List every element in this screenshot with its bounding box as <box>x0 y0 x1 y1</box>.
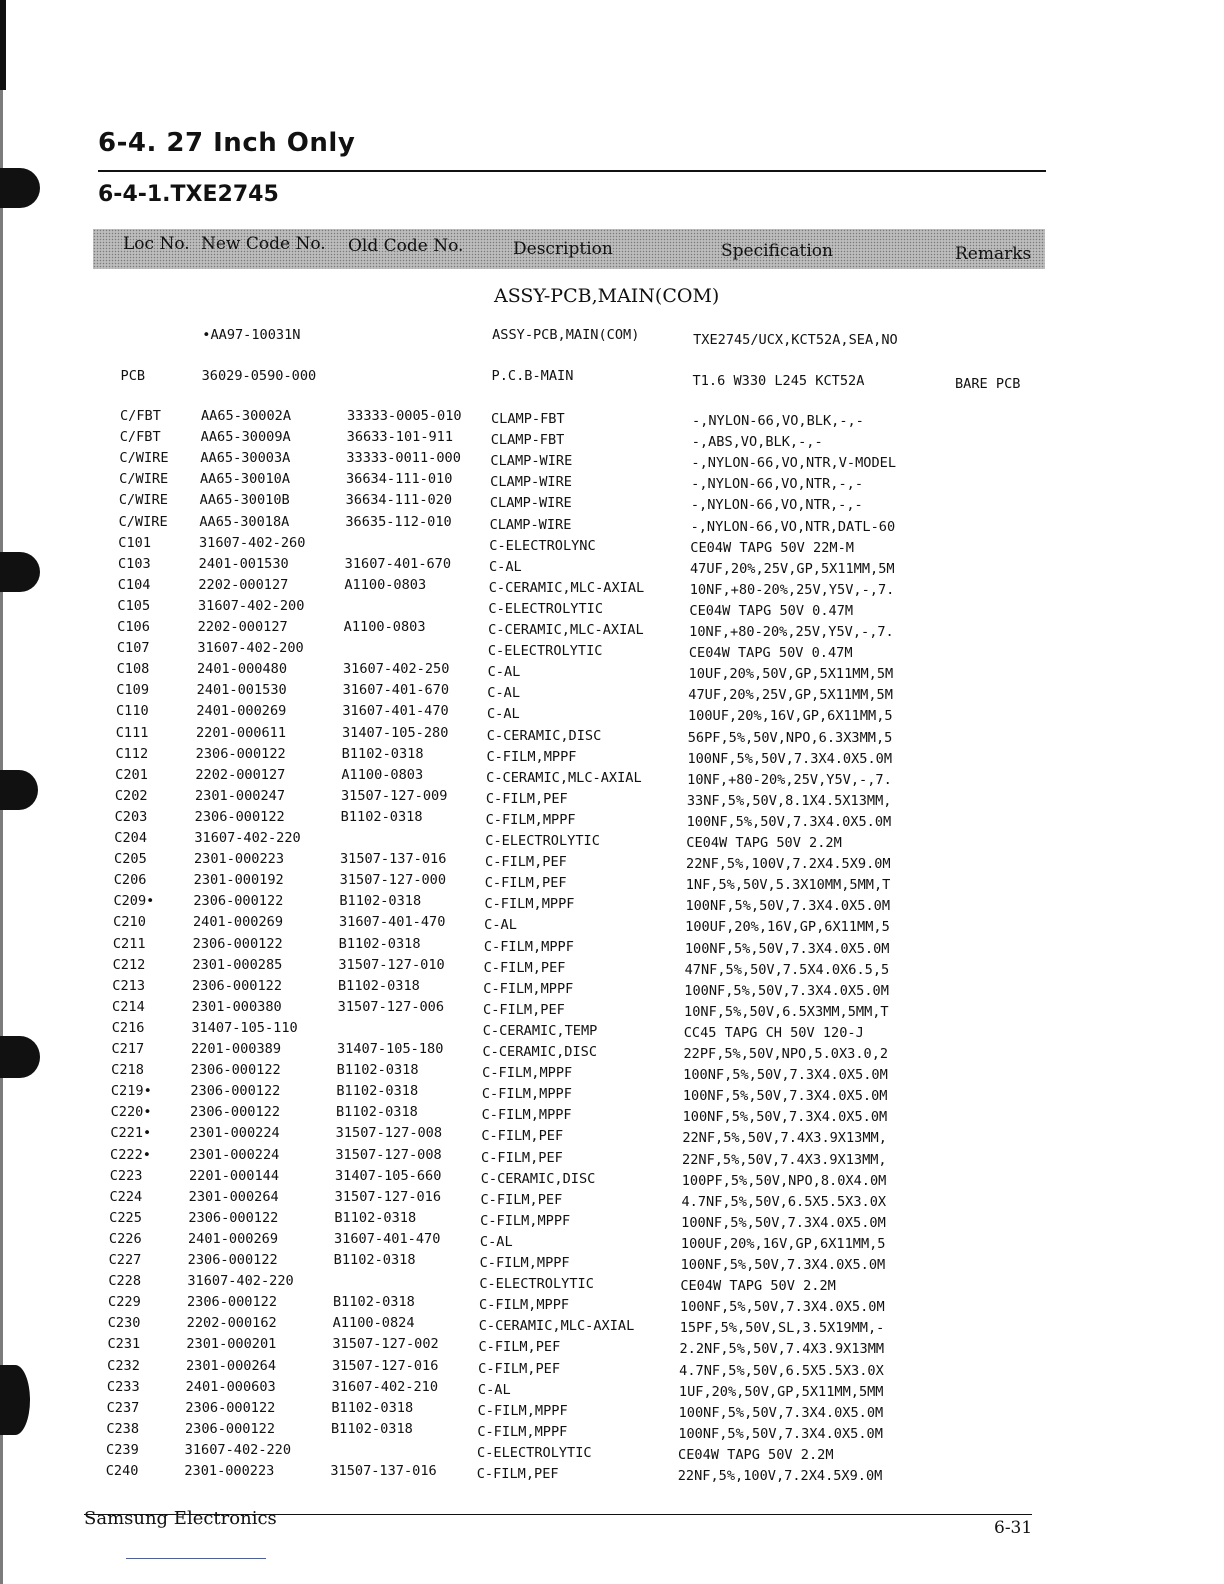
old-code-cell: 31507-137-016 <box>339 851 447 868</box>
specification-cell: CE04W TAPG 50V 2.2M <box>678 1446 834 1463</box>
binding-mark <box>0 168 40 208</box>
description-cell: C-ELECTROLYTIC <box>488 600 603 617</box>
description-cell: C-FILM,PEF <box>483 1001 565 1018</box>
loc-cell: C222• <box>110 1146 151 1163</box>
new-code-cell: AA65-30010A <box>199 471 291 488</box>
new-code-cell: 2301-000223 <box>184 1463 275 1479</box>
old-code-cell: 31607-402-250 <box>342 661 450 678</box>
new-code-cell: AA65-30018A <box>199 513 290 530</box>
specification-cell: -,NYLON-66,VO,NTR,-,- <box>690 497 863 514</box>
new-code-cell: AA65-30003A <box>200 450 291 467</box>
old-code-cell: 31607-401-670 <box>342 682 450 699</box>
loc-cell: C216 <box>111 1019 145 1036</box>
specification-cell: T1.6 W330 L245 KCT52A <box>692 373 865 389</box>
specification-cell: 22NF,5%,50V,7.4X3.9X13MM, <box>682 1130 887 1147</box>
loc-cell: C105 <box>117 597 151 614</box>
specification-cell: CE04W TAPG 50V 0.47M <box>688 645 853 662</box>
description-cell: C-AL <box>477 1381 511 1398</box>
new-code-cell: 2201-000389 <box>190 1041 282 1057</box>
new-code-cell: 2401-000269 <box>196 703 287 720</box>
description-cell: C-CERAMIC,DISC <box>486 727 602 744</box>
new-code-cell: 2401-000480 <box>196 661 288 678</box>
old-code-cell: 31607-401-470 <box>333 1230 441 1247</box>
loc-cell: C227 <box>108 1252 142 1268</box>
new-code-cell: 2201-000144 <box>188 1167 280 1184</box>
loc-cell: C/WIRE <box>119 471 169 488</box>
new-code-cell: 2301-000285 <box>192 956 283 973</box>
new-code-cell: 2306-000122 <box>188 1209 279 1226</box>
old-code-cell: B1102-0318 <box>334 1209 417 1226</box>
loc-cell: C223 <box>109 1167 143 1184</box>
binding-mark <box>0 552 40 592</box>
specification-cell: 100NF,5%,50V,7.3X4.0X5.0M <box>684 982 889 999</box>
specification-cell: 1NF,5%,50V,5.3X10MM,5MM,T <box>685 877 891 894</box>
new-code-cell: 2306-000122 <box>192 935 283 952</box>
old-code-cell: 31507-127-006 <box>337 998 445 1015</box>
column-header-description: Description <box>513 239 613 259</box>
old-code-cell: 31507-127-016 <box>331 1357 439 1374</box>
specification-cell: 100NF,5%,50V,7.3X4.0X5.0M <box>678 1404 884 1421</box>
old-code-cell: B1102-0318 <box>341 745 424 762</box>
specification-cell: TXE2745/UCX,KCT52A,SEA,NO <box>693 332 898 348</box>
description-cell: C-AL <box>487 664 521 681</box>
loc-cell: C231 <box>107 1336 141 1353</box>
old-code-cell: 31507-127-009 <box>340 787 448 804</box>
loc-cell: C221• <box>110 1125 152 1142</box>
description-cell: CLAMP-WIRE <box>489 495 572 512</box>
specification-cell: CE04W TAPG 50V 2.2M <box>686 835 842 851</box>
specification-cell: -,NYLON-66,VO,NTR,V-MODEL <box>691 455 897 472</box>
description-cell: C-FILM,MPPF <box>481 1107 572 1124</box>
old-code-cell: 31607-401-470 <box>338 914 446 931</box>
specification-cell: 10NF,+80-20%,25V,Y5V,-,7. <box>689 624 894 640</box>
specification-cell: 100UF,20%,16V,GP,6X11MM,5 <box>688 708 893 725</box>
new-code-cell: 31607-402-260 <box>198 534 306 551</box>
specification-cell: 100UF,20%,16V,GP,6X11MM,5 <box>680 1235 886 1252</box>
old-code-cell: 31507-127-008 <box>335 1146 442 1163</box>
new-code-cell: 2301-000264 <box>188 1188 279 1205</box>
description-cell: C-FILM,MPPF <box>486 748 577 765</box>
description-cell: C-FILM,MPPF <box>483 980 574 997</box>
column-header-loc: Loc No. <box>123 234 190 254</box>
loc-cell: C/WIRE <box>118 513 168 530</box>
description-cell: C-FILM,PEF <box>485 854 567 871</box>
new-code-cell: 2301-000201 <box>186 1336 277 1353</box>
remarks-cell: BARE PCB <box>955 376 1021 392</box>
specification-cell: 47UF,20%,25V,GP,5X11MM,5M <box>688 687 893 704</box>
specification-cell: -,NYLON-66,VO,NTR,-,- <box>691 476 864 493</box>
loc-cell: C212 <box>112 956 146 973</box>
loc-cell: C110 <box>116 703 149 720</box>
page-title: 6-4. 27 Inch Only <box>98 128 356 158</box>
old-code-cell: B1102-0318 <box>337 977 420 994</box>
new-code-cell: 2401-000269 <box>192 914 284 931</box>
new-code-cell: 2301-000224 <box>189 1125 280 1142</box>
specification-cell: 56PF,5%,50V,NPO,6.3X3MM,5 <box>687 729 893 746</box>
loc-cell: C/FBT <box>119 429 161 446</box>
old-code-cell: B1102-0318 <box>333 1252 416 1268</box>
loc-cell: C206 <box>113 872 147 889</box>
specification-cell: 22NF,5%,100V,7.2X4.5X9.0M <box>677 1468 883 1484</box>
description-cell: C-ELECTROLYNC <box>489 537 596 554</box>
description-cell: C-ELECTROLYTIC <box>487 643 603 660</box>
new-code-cell: 31607-402-200 <box>197 640 304 657</box>
loc-cell: C109 <box>116 682 150 699</box>
new-code-cell: 2401-001530 <box>196 682 287 699</box>
old-code-cell: B1102-0318 <box>332 1294 415 1311</box>
specification-cell: 22PF,5%,50V,NPO,5.0X3.0,2 <box>683 1046 889 1062</box>
old-code-cell: 31507-137-016 <box>330 1463 437 1479</box>
new-code-cell: 31407-105-110 <box>191 1019 298 1036</box>
new-code-cell: 2306-000122 <box>191 977 283 994</box>
loc-cell: C/WIRE <box>119 450 169 467</box>
loc-cell: C220• <box>110 1104 152 1121</box>
loc-cell: C218 <box>111 1062 144 1079</box>
loc-cell: C/WIRE <box>118 492 168 509</box>
old-code-cell: 36634-111-010 <box>345 471 453 488</box>
description-cell: CLAMP-WIRE <box>490 474 572 491</box>
new-code-cell: 2401-000269 <box>187 1230 279 1247</box>
specification-cell: 100NF,5%,50V,7.3X4.0X5.0M <box>680 1257 886 1273</box>
description-cell: C-ELECTROLYTIC <box>485 833 600 849</box>
column-header-specification: Specification <box>721 241 833 261</box>
new-code-cell: 2306-000122 <box>190 1083 281 1100</box>
description-cell: C-CERAMIC,MLC-AXIAL <box>486 769 642 786</box>
loc-cell: C108 <box>116 661 150 678</box>
description-cell: CLAMP-FBT <box>490 432 565 449</box>
loc-cell: C214 <box>112 998 145 1015</box>
loc-cell: C233 <box>106 1378 140 1395</box>
new-code-cell: 2306-000122 <box>195 745 286 762</box>
loc-cell: C226 <box>108 1230 142 1247</box>
loc-cell: C224 <box>109 1188 143 1205</box>
description-cell: C-FILM,PEF <box>484 875 567 892</box>
new-code-cell: 2306-000122 <box>185 1399 276 1416</box>
specification-cell: -,ABS,VO,BLK,-,- <box>691 434 823 451</box>
old-code-cell: 31507-127-008 <box>335 1125 443 1142</box>
new-code-cell: •AA97-10031N <box>202 327 301 343</box>
section-heading: ASSY-PCB,MAIN(COM) <box>494 285 720 307</box>
new-code-cell: 2301-000264 <box>185 1357 277 1374</box>
specification-cell: 47NF,5%,50V,7.5X4.0X6.5,5 <box>684 961 890 978</box>
old-code-cell: B1102-0318 <box>330 1420 413 1437</box>
loc-cell: C201 <box>115 766 148 783</box>
loc-cell: C202 <box>114 787 148 804</box>
description-cell: ASSY-PCB,MAIN(COM) <box>492 327 640 343</box>
specification-cell: 100PF,5%,50V,NPO,8.0X4.0M <box>681 1172 887 1189</box>
new-code-cell: AA65-30002A <box>201 408 292 424</box>
description-cell: C-FILM,MPPF <box>480 1212 571 1229</box>
loc-cell: C219• <box>110 1083 152 1100</box>
loc-cell: C229 <box>108 1294 141 1311</box>
old-code-cell: B1102-0318 <box>335 1104 418 1121</box>
specification-cell: CC45 TAPG CH 50V 120-J <box>683 1024 864 1041</box>
loc-cell: C106 <box>117 619 150 635</box>
table-header <box>93 229 1045 269</box>
old-code-cell: B1102-0318 <box>339 893 422 910</box>
specification-cell: 10UF,20%,50V,GP,5X11MM,5M <box>688 666 894 683</box>
loc-cell: C101 <box>118 534 152 551</box>
description-cell: CLAMP-WIRE <box>489 516 572 533</box>
description-cell: C-FILM,MPPF <box>477 1423 568 1440</box>
old-code-cell: 31507-127-010 <box>338 956 445 973</box>
loc-cell: C204 <box>114 830 148 846</box>
description-cell: C-FILM,PEF <box>483 959 566 976</box>
loc-cell: C203 <box>114 808 148 825</box>
loc-cell: C111 <box>115 724 149 741</box>
new-code-cell: 2401-001530 <box>198 555 289 572</box>
loc-cell: C104 <box>117 576 151 593</box>
specification-cell: 4.7NF,5%,50V,6.5X5.5X3.0X <box>681 1193 887 1210</box>
specification-cell: 100NF,5%,50V,7.3X4.0X5.0M <box>682 1088 888 1105</box>
new-code-cell: 2202-000127 <box>198 576 289 593</box>
old-code-cell: B1102-0318 <box>340 808 423 825</box>
old-code-cell: 36634-111-020 <box>345 492 453 509</box>
loc-cell: C107 <box>116 640 150 657</box>
loc-cell: C228 <box>108 1273 142 1290</box>
old-code-cell: A1100-0803 <box>341 766 424 783</box>
specification-cell: 100NF,5%,50V,7.3X4.0X5.0M <box>685 898 891 915</box>
specification-cell: -,NYLON-66,VO,NTR,DATL-60 <box>690 518 896 535</box>
description-cell: C-FILM,MPPF <box>479 1255 570 1271</box>
binding-mark <box>0 1036 40 1078</box>
description-cell: C-FILM,PEF <box>476 1466 559 1482</box>
loc-cell: C237 <box>106 1399 140 1416</box>
loc-cell: C209• <box>113 893 155 910</box>
loc-cell: C239 <box>106 1441 139 1458</box>
description-cell: C-ELECTROLYTIC <box>477 1444 592 1461</box>
new-code-cell: 2306-000122 <box>190 1062 281 1079</box>
new-code-cell: 36029-0590-000 <box>201 368 317 384</box>
specification-cell: CE04W TAPG 50V 0.47M <box>689 602 854 619</box>
description-cell: C-CERAMIC,MLC-AXIAL <box>488 622 644 638</box>
column-header-old-code: Old Code No. <box>348 236 464 256</box>
description-cell: C-CERAMIC,MLC-AXIAL <box>478 1318 635 1335</box>
description-cell: C-CERAMIC,DISC <box>482 1044 598 1060</box>
description-cell: C-FILM,PEF <box>480 1191 563 1208</box>
loc-cell: C238 <box>106 1420 140 1437</box>
new-code-cell: 2301-000380 <box>191 998 282 1015</box>
new-code-cell: 2301-000247 <box>194 787 286 804</box>
specification-cell: 100NF,5%,50V,7.3X4.0X5.0M <box>687 750 893 767</box>
description-cell: C-FILM,MPPF <box>481 1086 572 1103</box>
specification-cell: 4.7NF,5%,50V,6.5X5.5X3.0X <box>679 1362 884 1379</box>
loc-cell: C240 <box>105 1463 139 1479</box>
description-cell: C-AL <box>487 706 520 723</box>
old-code-cell: 31607-402-210 <box>331 1378 439 1395</box>
page-number: 6-31 <box>994 1518 1033 1538</box>
new-code-cell: 2301-000223 <box>193 851 285 868</box>
old-code-cell: 33333-0011-000 <box>346 450 461 467</box>
footer-company: Samsung Electronics <box>84 1508 277 1529</box>
new-code-cell: AA65-30009A <box>200 429 291 446</box>
description-cell: C-AL <box>489 558 522 575</box>
old-code-cell: 31407-105-180 <box>336 1041 444 1057</box>
old-code-cell: A1100-0824 <box>332 1315 415 1332</box>
new-code-cell: 2306-000122 <box>194 808 285 825</box>
old-code-cell: B1102-0318 <box>338 935 421 952</box>
description-cell: C-AL <box>484 917 517 934</box>
binding-mark <box>0 770 38 810</box>
description-cell: P.C.B-MAIN <box>491 368 574 384</box>
description-cell: C-FILM,PEF <box>481 1128 564 1145</box>
description-cell: CLAMP-WIRE <box>490 453 573 470</box>
old-code-cell: A1100-0803 <box>344 576 427 593</box>
new-code-cell: 2301-000192 <box>193 872 284 889</box>
new-code-cell: 2401-000603 <box>185 1378 276 1395</box>
title-divider <box>98 170 1046 172</box>
specification-cell: 47UF,20%,25V,GP,5X11MM,5M <box>690 560 895 577</box>
binding-mark <box>0 1365 30 1435</box>
specification-cell: 15PF,5%,50V,SL,3.5X19MM,- <box>679 1320 885 1337</box>
old-code-cell: 36635-112-010 <box>345 513 452 530</box>
specification-cell: 100NF,5%,50V,7.3X4.0X5.0M <box>678 1425 883 1442</box>
description-cell: C-AL <box>479 1233 513 1250</box>
specification-cell: 100NF,5%,50V,7.3X4.0X5.0M <box>683 1067 888 1084</box>
description-cell: C-ELECTROLYTIC <box>479 1276 594 1293</box>
new-code-cell: 2202-000127 <box>195 766 286 783</box>
old-code-cell: 31607-401-670 <box>344 555 452 572</box>
old-code-cell: B1102-0318 <box>331 1399 414 1416</box>
description-cell: C-FILM,MPPF <box>485 811 576 828</box>
description-cell: CLAMP-FBT <box>491 411 565 427</box>
old-code-cell: A1100-0803 <box>343 619 426 635</box>
specification-cell: 100NF,5%,50V,7.3X4.0X5.0M <box>684 940 890 957</box>
specification-cell: 100NF,5%,50V,7.3X4.0X5.0M <box>680 1299 885 1316</box>
specification-cell: 2.2NF,5%,50V,7.4X3.9X13MM <box>679 1341 885 1358</box>
description-cell: C-FILM,MPPF <box>482 1065 573 1082</box>
description-cell: C-CERAMIC,DISC <box>480 1170 596 1187</box>
scan-line <box>126 1558 266 1559</box>
old-code-cell: 31507-127-016 <box>334 1188 442 1205</box>
new-code-cell: 2301-000224 <box>189 1146 280 1163</box>
loc-cell: C217 <box>111 1041 145 1057</box>
old-code-cell: 31507-127-002 <box>332 1336 439 1353</box>
loc-cell: C103 <box>118 555 151 572</box>
loc-cell: C230 <box>107 1315 141 1332</box>
new-code-cell: 2306-000122 <box>187 1252 278 1268</box>
description-cell: C-FILM,MPPF <box>484 896 575 913</box>
loc-cell: PCB <box>120 368 146 384</box>
new-code-cell: 2306-000122 <box>184 1420 276 1437</box>
specification-cell: 10NF,+80-20%,25V,Y5V,-,7. <box>689 581 895 598</box>
new-code-cell: 31607-402-200 <box>197 597 305 614</box>
description-cell: C-FILM,PEF <box>485 790 568 807</box>
specification-cell: 33NF,5%,50V,8.1X4.5X13MM, <box>686 792 892 809</box>
old-code-cell: 31407-105-660 <box>334 1167 442 1184</box>
specification-cell: -,NYLON-66,VO,BLK,-,- <box>692 413 864 429</box>
new-code-cell: 2306-000122 <box>193 893 284 910</box>
old-code-cell: B1102-0318 <box>336 1062 419 1079</box>
old-code-cell: 31607-401-470 <box>342 703 449 720</box>
new-code-cell: 31607-402-220 <box>184 1441 292 1458</box>
description-cell: C-FILM,MPPF <box>479 1297 570 1314</box>
new-code-cell: 2202-000162 <box>186 1315 277 1332</box>
old-code-cell: 33333-0005-010 <box>347 408 462 424</box>
description-cell: C-FILM,MPPF <box>483 938 574 955</box>
loc-cell: C112 <box>115 745 149 762</box>
page-subtitle: 6-4-1.TXE2745 <box>98 182 279 207</box>
loc-cell: C/FBT <box>120 408 161 424</box>
specification-cell: 22NF,5%,50V,7.4X3.9X13MM, <box>682 1151 887 1168</box>
specification-cell: 100NF,5%,50V,7.3X4.0X5.0M <box>686 813 892 830</box>
specification-cell: 10NF,+80-20%,25V,Y5V,-,7. <box>687 771 892 788</box>
description-cell: C-FILM,PEF <box>478 1360 561 1377</box>
description-cell: C-FILM,PEF <box>478 1339 561 1356</box>
specification-cell: 1UF,20%,50V,GP,5X11MM,5MM <box>678 1383 884 1400</box>
old-code-cell: 36633-101-911 <box>346 429 454 446</box>
specification-cell: 100UF,20%,16V,GP,6X11MM,5 <box>685 919 890 936</box>
old-code-cell: 31407-105-280 <box>341 724 449 741</box>
specification-cell: 22NF,5%,100V,7.2X4.5X9.0M <box>686 856 891 873</box>
specification-cell: 100NF,5%,50V,7.3X4.0X5.0M <box>682 1109 888 1126</box>
old-code-cell: 31507-127-000 <box>339 872 447 889</box>
description-cell: C-FILM,PEF <box>481 1149 563 1166</box>
specification-cell: 10NF,5%,50V,6.5X3MM,5MM,T <box>684 1003 889 1020</box>
loc-cell: C213 <box>112 977 146 994</box>
loc-cell: C232 <box>107 1357 140 1374</box>
description-cell: C-CERAMIC,TEMP <box>482 1022 598 1039</box>
loc-cell: C211 <box>112 935 146 952</box>
old-code-cell: B1102-0318 <box>336 1083 419 1100</box>
loc-cell: C210 <box>113 914 146 931</box>
description-cell: C-FILM,MPPF <box>477 1402 568 1419</box>
new-code-cell: AA65-30010B <box>199 492 290 509</box>
column-header-new-code: New Code No. <box>201 234 326 254</box>
new-code-cell: 2306-000122 <box>189 1104 281 1121</box>
description-cell: C-CERAMIC,MLC-AXIAL <box>488 579 645 596</box>
new-code-cell: 2202-000127 <box>197 619 288 635</box>
specification-cell: 100NF,5%,50V,7.3X4.0X5.0M <box>681 1214 886 1231</box>
new-code-cell: 31607-402-220 <box>187 1273 294 1290</box>
column-header-remarks: Remarks <box>955 244 1032 264</box>
specification-cell: CE04W TAPG 50V 22M-M <box>690 539 854 556</box>
loc-cell: C205 <box>114 851 147 868</box>
new-code-cell: 2306-000122 <box>186 1294 278 1311</box>
loc-cell: C225 <box>109 1209 142 1226</box>
new-code-cell: 2201-000611 <box>195 724 287 741</box>
specification-cell: CE04W TAPG 50V 2.2M <box>680 1278 836 1295</box>
description-cell: C-AL <box>487 685 521 702</box>
new-code-cell: 31607-402-220 <box>194 830 301 846</box>
